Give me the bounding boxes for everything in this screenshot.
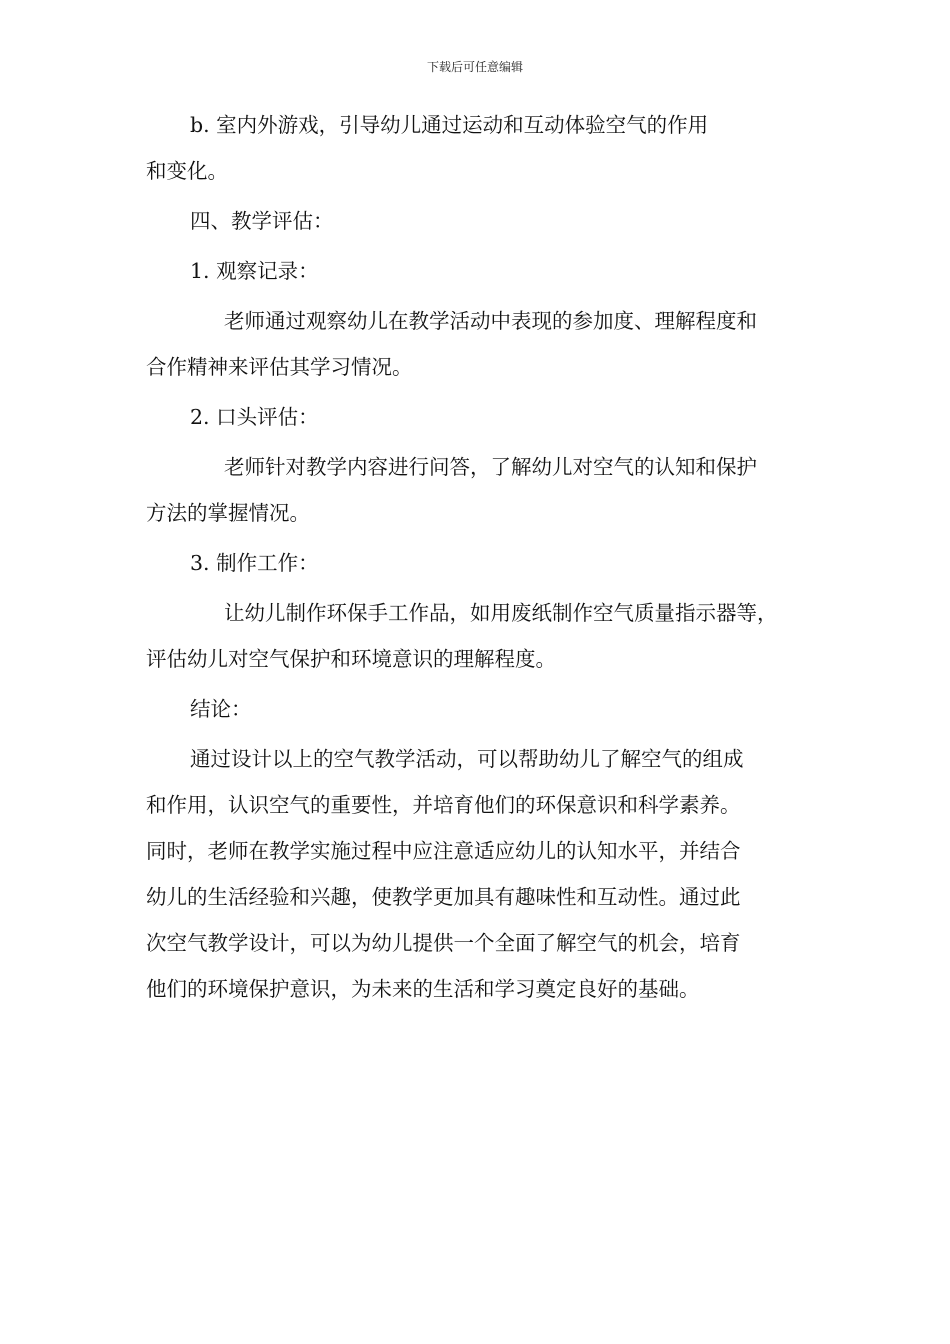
sub1-body-line-1: 老师通过观察幼儿在教学活动中表现的参加度、理解程度和 (224, 309, 757, 333)
sub2-body-line-2: 方法的掌握情况。 (146, 501, 310, 525)
header-note: 下载后可任意编辑 (426, 60, 523, 74)
conclusion-line-2: 和作用，认识空气的重要性，并培育他们的环保意识和科学素养。 (146, 793, 741, 817)
document-body (146, 114, 814, 1000)
sub1-title: 1. 观察记录： (190, 259, 319, 283)
item-b-line-1: b. 室内外游戏，引导幼儿通过运动和互动体验空气的作用 (190, 113, 709, 137)
conclusion-line-6: 他们的环境保护意识，为未来的生活和学习奠定良好的基础。 (146, 977, 700, 1001)
section-4-title: 四、教学评估： (190, 209, 334, 233)
item-b-line-2: 和变化。 (146, 159, 228, 183)
sub3-title: 3. 制作工作： (190, 551, 319, 575)
conclusion-line-5: 次空气教学设计，可以为幼儿提供一个全面了解空气的机会，培育 (146, 931, 741, 955)
sub3-body-line-2: 评估幼儿对空气保护和环境意识的理解程度。 (146, 647, 556, 671)
conclusion-title: 结论： (190, 697, 252, 721)
sub1-body-line-2: 合作精神来评估其学习情况。 (146, 355, 413, 379)
conclusion-line-3: 同时，老师在教学实施过程中应注意适应幼儿的认知水平，并结合 (146, 839, 741, 863)
sub2-title: 2. 口头评估： (190, 405, 319, 429)
conclusion-line-4: 幼儿的生活经验和兴趣，使教学更加具有趣味性和互动性。通过此 (146, 885, 741, 909)
conclusion-line-1: 通过设计以上的空气教学活动，可以帮助幼儿了解空气的组成 (190, 747, 744, 771)
sub3-body-line-1: 让幼儿制作环保手工作品，如用废纸制作空气质量指示器等， (224, 601, 778, 625)
sub2-body-line-1: 老师针对教学内容进行问答，了解幼儿对空气的认知和保护 (224, 455, 757, 479)
